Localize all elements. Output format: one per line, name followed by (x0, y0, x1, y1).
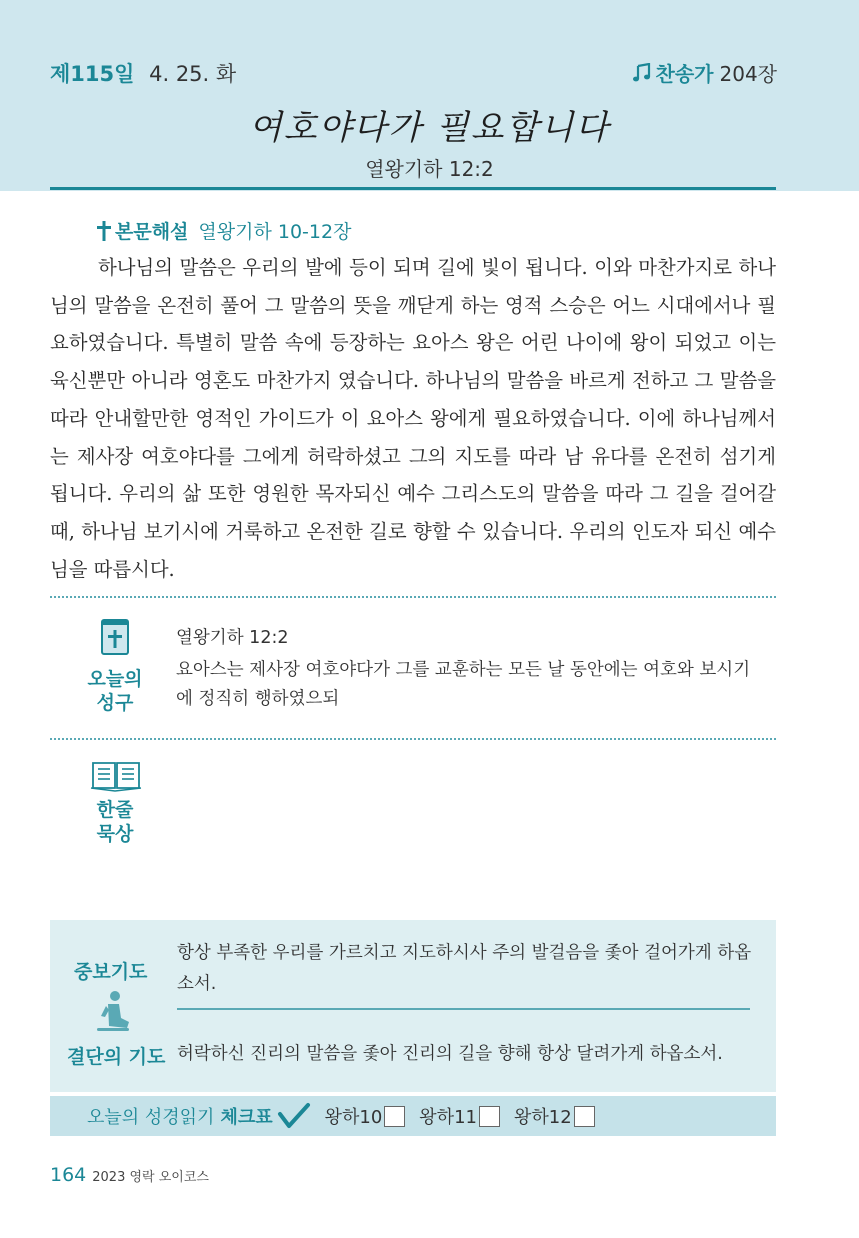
reading-check-item[interactable] (419, 1103, 500, 1129)
hymn-label: 찬송가 (655, 62, 714, 86)
meditation-label-line1: 한줄 (96, 799, 134, 821)
day-date (50, 58, 236, 88)
verse-label-line1: 오늘의 (87, 668, 143, 690)
reading-check-bold-label: 체크표 (220, 1107, 273, 1128)
cross-icon (97, 221, 111, 241)
day-label: 제115일 (50, 62, 135, 86)
resolution-text: 허락하신 진리의 말씀을 좇아 진리의 길을 향해 항상 달려가게 하옵소서. (177, 1044, 723, 1064)
meditation-label (75, 798, 155, 846)
page-footer (50, 1164, 209, 1186)
meditation-label-line2: 묵상 (96, 823, 134, 845)
checkbox[interactable] (574, 1106, 595, 1127)
page-number: 164 (50, 1164, 87, 1186)
reading-check-item[interactable] (325, 1103, 406, 1129)
reading-check-item[interactable] (514, 1103, 595, 1129)
commentary-reference: 열왕기하 10-12장 (198, 221, 352, 243)
reading-check-item-label: 왕하11 (419, 1107, 477, 1128)
page-subtitle: 열왕기하 12:2 (365, 157, 494, 181)
checkbox[interactable] (479, 1106, 500, 1127)
commentary-text: 하나님의 말씀은 우리의 발에 등이 되며 길에 빛이 됩니다. 이와 마찬가지로 하나님의 말씀을 온전히 풀어 그 말씀의 뜻을 깨닫게 하는 영적 스승은 어느 시대에서나 필요하였습니다. 특별히 말씀 속에 등장하는 요아스 왕은 어린 나이에 왕이 되었고 이는 육신뿐만 아니라 영혼도 마찬가지 였습니다. 하나님의 말씀을 바르게 전하고 그 말씀을 따라 안내할만한 영적인 가이드가 이 요아스 왕에게 필요하였습니다. 이에 하나님께서는 제사장 여호야다를 그에게 허락하셨고 그의 지도를 따라 남 유다를 온전히 섬기게 됩니다. 우리의 삶 또한 영원한 목자되신 예수 그리스도의 말씀을 따라 그 길을 걸어갈 때, 하나님 보기시에 거룩하고 온전한 길로 향할 수 있습니다. 우리의 인도자 되신 예수님을 따릅시다. (50, 256, 776, 581)
intercession-label: 중보기도 (74, 961, 148, 983)
divider-dotted (50, 738, 776, 740)
music-note-icon (632, 63, 652, 83)
verse-label-line2: 성구 (96, 692, 134, 714)
commentary-heading (97, 217, 351, 244)
publication-name: 2023 영락 오이코스 (92, 1170, 209, 1185)
page-title: 여호야다가 필요합니다 (248, 108, 611, 148)
intercession-text: 항상 부족한 우리를 가르치고 지도하시사 주의 발걸음을 좇아 걸어가게 하옵소서. (177, 943, 752, 994)
reading-check-bar (50, 1096, 776, 1136)
commentary-label: 본문해설 (115, 221, 189, 243)
checkmark-icon (277, 1102, 311, 1130)
verse-label (75, 667, 155, 715)
open-book-icon (90, 758, 142, 792)
resolution-label: 결단의 기도 (67, 1046, 166, 1068)
reading-check-label: 오늘의 성경읽기 (87, 1107, 215, 1128)
verse-reference: 열왕기하 12:2 (176, 628, 289, 648)
praying-person-icon (95, 990, 131, 1032)
hymn-info (632, 58, 777, 87)
verse-text: 요아스는 제사장 여호야다가 그를 교훈하는 모든 날 동안에는 여호와 보시기에 정직히 행하였으되 (176, 660, 751, 709)
bible-icon (100, 618, 130, 656)
reading-check-item-label: 왕하10 (324, 1107, 383, 1128)
divider-dotted (50, 596, 776, 598)
reading-check-item-label: 왕하12 (513, 1107, 572, 1128)
hymn-number: 204장 (719, 62, 777, 86)
header-divider (50, 187, 776, 190)
prayer-divider (177, 1008, 750, 1010)
date: 4. 25. 화 (149, 62, 237, 86)
checkbox[interactable] (384, 1106, 405, 1127)
